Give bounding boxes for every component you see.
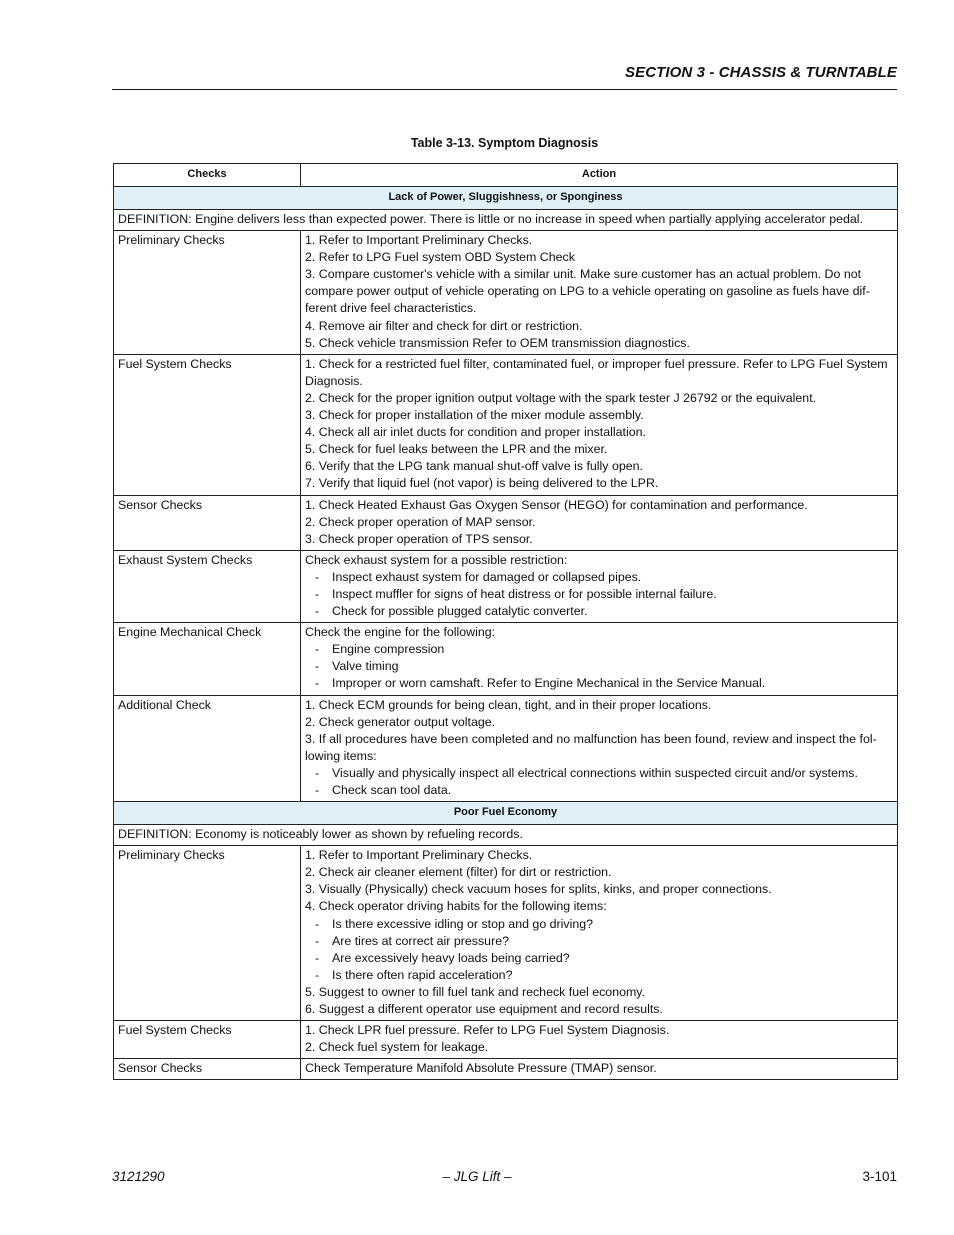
action-line: 3. Check proper operation of TPS sensor.	[305, 531, 533, 546]
action-bullet: - Are excessively heavy loads being carried?	[305, 950, 893, 967]
action-bullet: - Are tires at correct air pressure?	[305, 933, 893, 950]
section-title: Poor Fuel Economy	[114, 802, 898, 825]
action-bullet: - Engine compression	[305, 641, 893, 658]
table-row	[114, 495, 898, 550]
action-bullet: - Inspect exhaust system for damaged or collapsed pipes.	[305, 569, 893, 586]
action-cell	[301, 846, 898, 1021]
section-row	[114, 187, 898, 210]
footer-publisher: – JLG Lift –	[442, 1169, 512, 1184]
action-line: 5. Suggest to owner to fill fuel tank and recheck fuel economy.	[305, 984, 646, 999]
action-line: 7. Verify that liquid fuel (not vapor) is being delivered to the LPR.	[305, 476, 659, 491]
table-header-row	[114, 164, 898, 187]
action-line: 4. Check operator driving habits for the following items:	[305, 899, 607, 914]
section-row	[114, 802, 898, 825]
action-line: 4. Remove air filter and check for dirt or restriction.	[305, 318, 583, 333]
check-name: Additional Check	[114, 695, 301, 802]
check-name: Sensor Checks	[114, 495, 301, 550]
table-body	[114, 187, 898, 1080]
action-bullet: - Valve timing	[305, 658, 893, 675]
action-cell	[301, 354, 898, 495]
definition-text: DEFINITION: Economy is noticeably lower as shown by refueling records.	[114, 825, 898, 846]
check-name: Preliminary Checks	[114, 231, 301, 355]
page-number: 3-101	[862, 1169, 897, 1184]
action-line: 2. Check generator output voltage.	[305, 714, 496, 729]
action-line: ferent drive feel characteristics.	[305, 301, 477, 316]
column-header-checks: Checks	[114, 164, 301, 187]
check-name: Engine Mechanical Check	[114, 623, 301, 695]
check-name: Preliminary Checks	[114, 846, 301, 1021]
header-divider	[112, 89, 897, 90]
action-line: compare power output of vehicle operating on LPG to a vehicle operating on gasoline as fuels have dif-	[305, 284, 870, 299]
action-bullet: - Visually and physically inspect all electrical connections within suspected circuit and/or systems.	[305, 765, 893, 782]
table-row	[114, 1059, 898, 1080]
action-line: 3. Visually (Physically) check vacuum hoses for splits, kinks, and proper connections.	[305, 882, 772, 897]
action-line: 1. Check for a restricted fuel filter, contaminated fuel, or improper fuel pressure. Refer to LPG Fuel System	[305, 356, 888, 371]
action-bullet: - Is there often rapid acceleration?	[305, 967, 893, 984]
table-row	[114, 231, 898, 355]
action-line: Check Temperature Manifold Absolute Pressure (TMAP) sensor.	[305, 1061, 657, 1076]
definition-text: DEFINITION: Engine delivers less than expected power. There is little or no increase in speed when partially applying accelerator pedal.	[114, 210, 898, 231]
action-line: 3. If all procedures have been completed and no malfunction has been found, review and inspect the fol-	[305, 731, 877, 746]
action-line: 2. Check air cleaner element (filter) for dirt or restriction.	[305, 865, 612, 880]
check-name: Sensor Checks	[114, 1059, 301, 1080]
symptom-diagnosis-table	[113, 163, 898, 1080]
action-line: 1. Refer to Important Preliminary Checks.	[305, 233, 533, 248]
action-cell	[301, 550, 898, 622]
action-line: 6. Suggest a different operator use equipment and record results.	[305, 1002, 663, 1017]
action-cell	[301, 231, 898, 355]
action-line: lowing items:	[305, 748, 377, 763]
action-line: 4. Check all air inlet ducts for condition and proper installation.	[305, 425, 646, 440]
action-line: 1. Check LPR fuel pressure. Refer to LPG Fuel System Diagnosis.	[305, 1023, 670, 1038]
table-row	[114, 846, 898, 1021]
table-row	[114, 623, 898, 695]
action-bullet: - Is there excessive idling or stop and go driving?	[305, 916, 893, 933]
action-line: 2. Refer to LPG Fuel system OBD System Check	[305, 250, 575, 265]
action-cell	[301, 695, 898, 802]
action-line: 1. Refer to Important Preliminary Checks.	[305, 848, 533, 863]
action-line: 6. Verify that the LPG tank manual shut-off valve is fully open.	[305, 459, 643, 474]
action-bullet: - Check for possible plugged catalytic converter.	[305, 603, 893, 620]
definition-row	[114, 825, 898, 846]
check-name: Exhaust System Checks	[114, 550, 301, 622]
action-line: Diagnosis.	[305, 373, 363, 388]
table-row	[114, 354, 898, 495]
action-line: Check exhaust system for a possible restriction:	[305, 552, 568, 567]
table-row	[114, 550, 898, 622]
check-name: Fuel System Checks	[114, 354, 301, 495]
action-line: 2. Check proper operation of MAP sensor.	[305, 514, 536, 529]
action-cell	[301, 495, 898, 550]
action-cell	[301, 1021, 898, 1059]
action-cell	[301, 623, 898, 695]
column-header-action: Action	[301, 164, 898, 187]
section-title: SECTION 3 - CHASSIS & TURNTABLE	[624, 64, 897, 81]
action-bullet: - Inspect muffler for signs of heat distress or for possible internal failure.	[305, 586, 893, 603]
table-row	[114, 1021, 898, 1059]
action-line: 1. Check ECM grounds for being clean, tight, and in their proper locations.	[305, 697, 712, 712]
action-line: 3. Check for proper installation of the mixer module assembly.	[305, 408, 644, 423]
action-bullet: - Improper or worn camshaft. Refer to Engine Mechanical in the Service Manual.	[305, 675, 893, 692]
action-line: 3. Compare customer's vehicle with a similar unit. Make sure customer has an actual problem. Do not	[305, 267, 862, 282]
table-row	[114, 695, 898, 802]
table-caption: Table 3-13. Symptom Diagnosis	[410, 136, 599, 150]
action-line: 2. Check for the proper ignition output voltage with the spark tester J 26792 or the equivalent.	[305, 390, 817, 405]
action-line: 5. Check for fuel leaks between the LPR and the mixer.	[305, 442, 608, 457]
action-cell	[301, 1059, 898, 1080]
document-number: 3121290	[112, 1169, 165, 1184]
action-bullet: - Check scan tool data.	[305, 782, 893, 799]
action-line: 5. Check vehicle transmission Refer to OEM transmission diagnostics.	[305, 335, 690, 350]
action-line: 1. Check Heated Exhaust Gas Oxygen Sensor (HEGO) for contamination and performance.	[305, 497, 808, 512]
section-title: Lack of Power, Sluggishness, or Sponginess	[114, 187, 898, 210]
definition-row	[114, 210, 898, 231]
check-name: Fuel System Checks	[114, 1021, 301, 1059]
action-line: 2. Check fuel system for leakage.	[305, 1040, 489, 1055]
action-line: Check the engine for the following:	[305, 625, 496, 640]
